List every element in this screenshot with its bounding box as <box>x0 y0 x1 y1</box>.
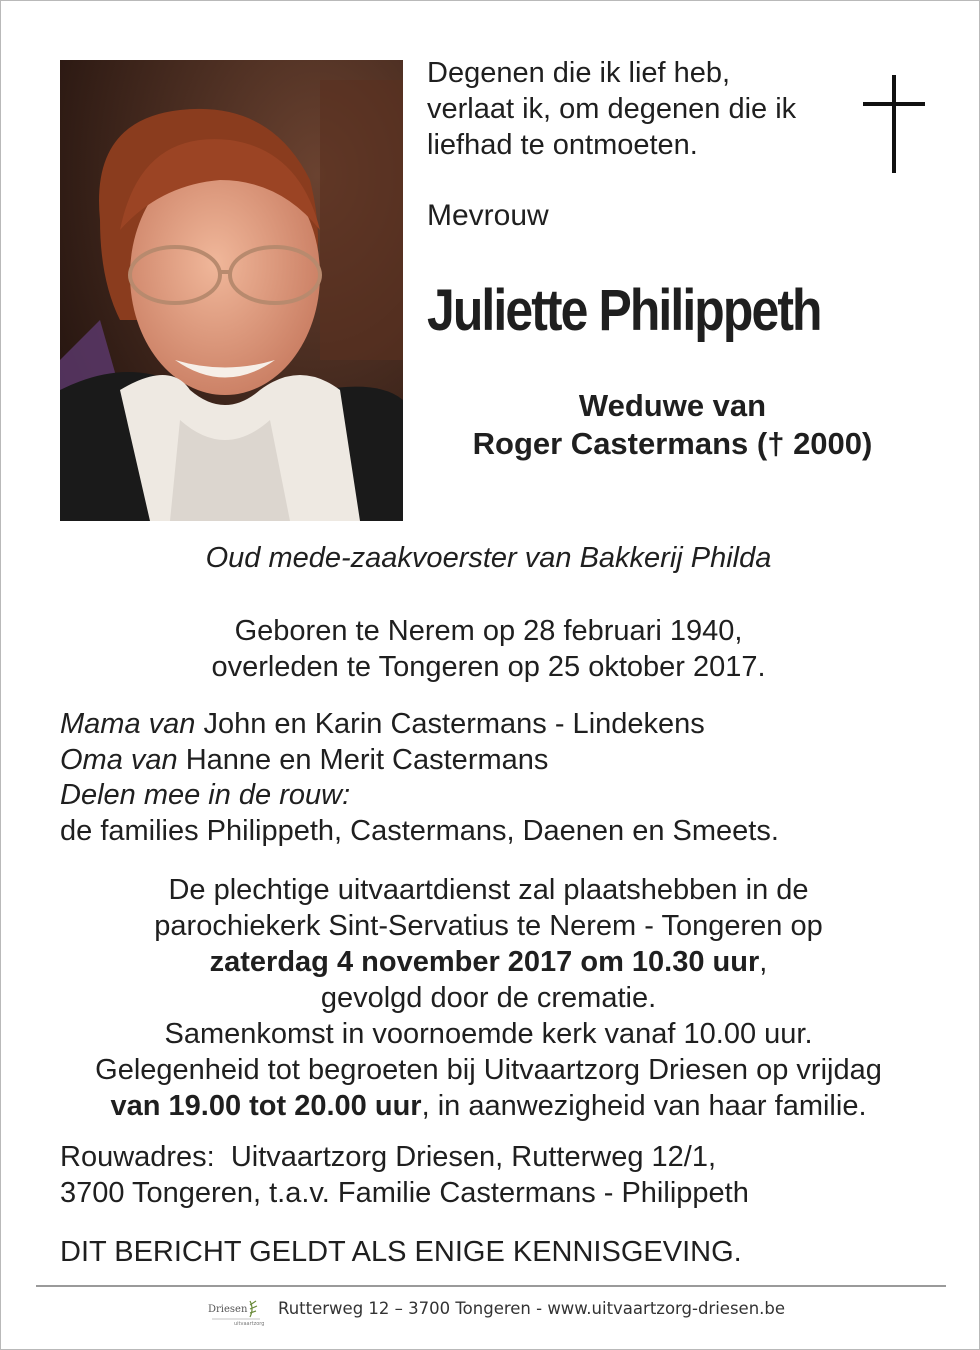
mourning-address <box>60 1139 940 1211</box>
portrait-photo <box>60 60 403 521</box>
address-line-1: Rouwadres: Uitvaartzorg Driesen, Rutterweg 12/1, <box>60 1141 717 1173</box>
oma-line <box>60 743 940 779</box>
service-date-line: zaterdag 4 november 2017 om 10.30 uur, <box>209 946 768 978</box>
logo-text: Driesen <box>208 1304 248 1315</box>
mama-line <box>60 707 940 743</box>
cross-icon <box>863 75 925 173</box>
family-list <box>60 707 940 849</box>
deceased-name: Juliette Philippeth <box>427 278 821 343</box>
visitation-time: van 19.00 tot 20.00 uur <box>110 1090 422 1122</box>
share-label: Delen mee in de rouw: <box>60 779 351 811</box>
occupation: Oud mede-zaakvoerster van Bakkerij Philda <box>205 542 772 574</box>
families-line: de families Philippeth, Castermans, Daenen en Smeets. <box>60 814 779 847</box>
visitation-time-line: van 19.00 tot 20.00 uur, in aanwezigheid van haar familie. <box>110 1090 867 1122</box>
logo-subtext: uitvaartzorg <box>234 1321 265 1327</box>
address-line-2: 3700 Tongeren, t.a.v. Familie Castermans - Philippeth <box>60 1177 749 1209</box>
notice-text: DIT BERICHT GELDT ALS ENIGE KENNISGEVING. <box>60 1236 742 1268</box>
quote-line-2: verlaat ik, om degenen die ik <box>427 93 797 125</box>
footer-divider <box>36 1285 946 1287</box>
oma-label: Oma van <box>60 743 178 776</box>
service-line-1: De plechtige uitvaartdienst zal plaatshebben in de <box>168 874 809 906</box>
birth-line: Geboren te Nerem op 28 februari 1940, <box>234 615 743 647</box>
mama-label: Mama van <box>60 708 196 740</box>
salutation: Mevrouw <box>427 199 549 232</box>
service-line-4: gevolgd door de crematie. <box>320 982 657 1014</box>
service-line-6: Gelegenheid tot begroeten bij Uitvaartzorg Driesen op vrijdag <box>95 1054 882 1086</box>
widow-label: Weduwe van <box>578 388 767 423</box>
service-line-5: Samenkomst in voornoemde kerk vanaf 10.00 uur. <box>164 1018 813 1050</box>
service-date: zaterdag 4 november 2017 om 10.30 uur <box>209 946 760 978</box>
footer-contact: Rutterweg 12 – 3700 Tongeren - www.uitvaartzorg-driesen.be <box>278 1299 786 1318</box>
memorial-quote <box>427 55 847 163</box>
service-line-2: parochiekerk Sint-Servatius te Nerem - Tongeren op <box>154 910 823 942</box>
birth-death-dates <box>41 613 936 685</box>
funeral-service-details <box>41 872 936 1124</box>
quote-line-1: Degenen die ik lief heb, <box>427 57 731 89</box>
widow-of <box>421 387 924 463</box>
quote-line-3: liefhad te ontmoeten. <box>427 129 698 161</box>
mama-names: John en Karin Castermans - Lindekens <box>195 708 705 740</box>
portrait-illustration <box>60 60 403 521</box>
driesen-logo-icon <box>206 1297 266 1327</box>
oma-names: Hanne en Merit Castermans <box>177 743 549 776</box>
death-line: overleden te Tongeren op 25 oktober 2017. <box>211 651 766 683</box>
spouse-name: Roger Castermans († 2000) <box>472 426 873 461</box>
